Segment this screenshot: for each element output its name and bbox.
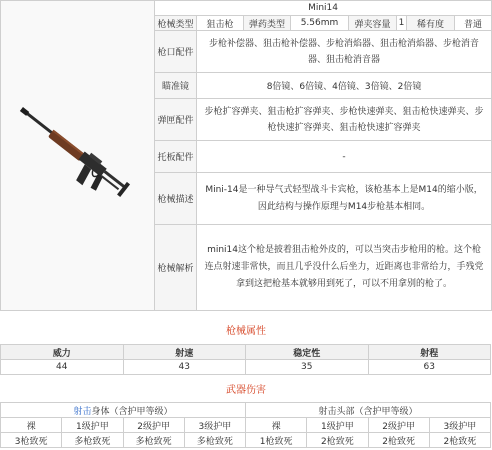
damage-result: 多枪致死 bbox=[123, 433, 184, 448]
magazine-label: 弹匣配件 bbox=[155, 99, 197, 141]
damage-result: 多枪致死 bbox=[62, 433, 123, 448]
attributes-title: 枪械属性 bbox=[226, 326, 266, 337]
attr-value-range: 63 bbox=[368, 360, 491, 375]
attr-header-stability: 稳定性 bbox=[246, 345, 369, 360]
damage-body-prefix: 射击 bbox=[73, 406, 92, 417]
rifle-image bbox=[1, 86, 141, 226]
damage-result: 3枪致死 bbox=[1, 433, 62, 448]
attr-value-power: 44 bbox=[1, 360, 124, 375]
damage-result: 2枪致死 bbox=[368, 433, 429, 448]
scope-label: 瞄准镜 bbox=[155, 73, 197, 99]
damage-body-header bbox=[1, 403, 246, 418]
type-value: 狙击枪 bbox=[197, 16, 244, 31]
damage-level: 2级护甲 bbox=[123, 418, 184, 433]
damage-level: 3级护甲 bbox=[184, 418, 245, 433]
damage-level: 裸 bbox=[1, 418, 62, 433]
damage-table bbox=[0, 402, 491, 448]
muzzle-value: 步枪补偿器、狙击枪补偿器、步枪消焰器、狙击枪消焰器、步枪消音器、狙击枪消音器 bbox=[197, 31, 492, 73]
damage-level: 3级护甲 bbox=[429, 418, 490, 433]
stock-value: - bbox=[197, 141, 492, 173]
damage-title: 武器伤害 bbox=[226, 385, 266, 396]
attr-value-stability: 35 bbox=[246, 360, 369, 375]
damage-body-label: 身体（含护甲等级） bbox=[91, 406, 173, 417]
damage-result: 多枪致死 bbox=[184, 433, 245, 448]
damage-result: 1枪致死 bbox=[246, 433, 307, 448]
description-value: Mini-14是一种导气式轻型战斗卡宾枪，该枪基本上是M14的缩小版，因此结构与操作原理与M14步枪基本相同。 bbox=[197, 173, 492, 225]
damage-level: 1级护甲 bbox=[307, 418, 368, 433]
magazine-value: 步枪扩容弹夹、狙击枪扩容弹夹、步枪快速弹夹、狙击枪快速弹夹、步枪快速扩容弹夹、狙击枪快速扩容弹夹 bbox=[197, 99, 492, 141]
analysis-label: 枪械解析 bbox=[155, 225, 197, 311]
weapon-name: Mini14 bbox=[155, 1, 492, 16]
attr-header-rate: 射速 bbox=[123, 345, 246, 360]
damage-head-header: 射击头部（含护甲等级） bbox=[246, 403, 491, 418]
stock-label: 托板配件 bbox=[155, 141, 197, 173]
damage-result: 2枪致死 bbox=[307, 433, 368, 448]
damage-level: 裸 bbox=[246, 418, 307, 433]
mag-label: 弹夹容量 bbox=[349, 16, 397, 31]
rarity-label: 稀有度 bbox=[407, 16, 455, 31]
type-label: 枪械类型 bbox=[155, 16, 197, 31]
attr-header-power: 威力 bbox=[1, 345, 124, 360]
attributes-table bbox=[0, 344, 491, 375]
analysis-value: mini14这个枪是披着狙击枪外皮的，可以当突击步枪用的枪。这个枪连点射速非常快，而且几乎没什么后坐力，近距离也非常给力，手残党拿到这把枪基本就够用到死了，可以不用拿别的枪了。 bbox=[197, 225, 492, 311]
description-label: 枪械描述 bbox=[155, 173, 197, 225]
damage-result: 2枪致死 bbox=[429, 433, 490, 448]
attr-value-rate: 43 bbox=[123, 360, 246, 375]
attr-header-range: 射程 bbox=[368, 345, 491, 360]
damage-level: 2级护甲 bbox=[368, 418, 429, 433]
ammo-label: 弹药类型 bbox=[244, 16, 291, 31]
scope-value: 8倍镜、6倍镜、4倍镜、3倍镜、2倍镜 bbox=[197, 73, 492, 99]
damage-level: 1级护甲 bbox=[62, 418, 123, 433]
muzzle-label: 枪口配件 bbox=[155, 31, 197, 73]
weapon-image-cell bbox=[1, 1, 155, 311]
mag-value: 1 bbox=[397, 16, 407, 31]
rarity-value: 普通 bbox=[455, 16, 492, 31]
ammo-value: 5.56mm bbox=[291, 16, 349, 31]
